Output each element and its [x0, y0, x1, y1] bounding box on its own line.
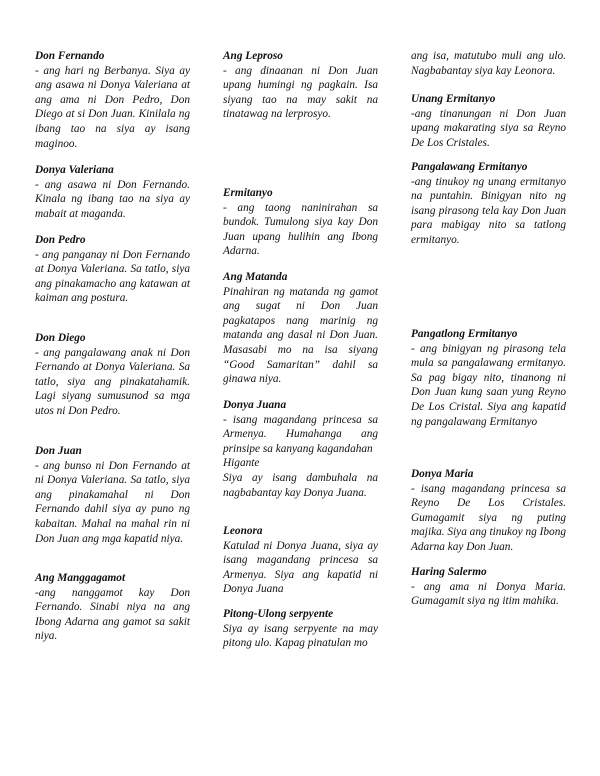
entry-name: Donya Juana — [223, 399, 287, 411]
entry-text: Siya ay isang serpyente na may pitong ulo. Kapag pinatulan mo — [223, 622, 378, 650]
entry-don-fernando — [35, 49, 190, 151]
entry-name: Ang Matanda — [223, 271, 288, 283]
entry-don-pedro — [35, 233, 190, 306]
entry-name: Don Pedro — [35, 234, 86, 246]
entry-name: Don Diego — [35, 332, 86, 344]
entry-pitong-ulong-serpyente — [223, 607, 378, 651]
entry-text: - ang taong naninirahan sa bundok. Tumulong siya kay Don Juan upang hulihin ang Ibong Adarna. — [223, 201, 378, 258]
entry-text: - ang dinaanan ni Don Juan upang humingi ng pagkain. Isa siyang tao na may sakit na tinatawag na lerprosyo. — [223, 64, 378, 121]
entry-ang-leproso — [223, 49, 378, 122]
entry-text: -ang tinanungan ni Don Juan upang makarating siya sa Reyno De Los Cristales. — [411, 107, 566, 149]
entry-text: - ang bunso ni Don Fernando at ni Donya Valeriana. Sa tatlo, siya ang pinakamahal ni Don Fernando dahil siya ay puno ng kabaitan. Mahal na mahal rin ni Don Juan ang mga kapatid niya. — [35, 459, 190, 545]
entry-donya-juana — [223, 398, 378, 500]
entry-leonora — [223, 524, 378, 597]
entry-text: - ang asawa ni Don Fernando. Kinala ng ibang tao na siya ay mabait at maganda. — [35, 178, 190, 220]
entry-text: Pinahiran ng matanda ng gamot ang sugat ni Don Juan pagkatapos nang marinig ng matanda ang dasal ni Don Juan. Masasabi mo na isa siyang “Good Samaritan” dahil sa ginawa niya. — [223, 285, 378, 386]
entry-name: Donya Maria — [411, 468, 474, 480]
entry-text: - ang ama ni Donya Maria. Gumagamit siya ng itim mahika. — [411, 580, 566, 608]
entry-donya-maria — [411, 467, 566, 555]
entry-name: Pitong-Ulong serpyente — [223, 608, 334, 620]
entry-text: Katulad ni Donya Juana, siya ay isang magandang princesa sa Armenya. Siya ang kapatid ni Donya Juana — [223, 539, 378, 596]
entry-don-juan — [35, 444, 190, 546]
entry-text: -ang nanggamot kay Don Fernando. Sinabi niya na ang Ibong Adarna ang gamot sa sakit niya. — [35, 586, 190, 643]
entry-name: Ang Manggagamot — [35, 572, 126, 584]
entry-text: ang isa, matutubo muli ang ulo. Nagbabantay siya kay Leonora. — [411, 50, 566, 77]
entry-ang-manggagamot — [35, 571, 190, 644]
entry-text: - ang hari ng Berbanya. Siya ay ang asawa ni Donya Valeriana at ang ama ni Don Pedro, Don Diego at si Don Juan. Kinilala ng ibang tao na siya ay isang maginoo. — [35, 64, 190, 150]
entry-ang-matanda — [223, 270, 378, 387]
entry-unang-ermitanyo — [411, 92, 566, 150]
entry-pangatlong-ermitanyo — [411, 327, 566, 429]
entry-text: - isang magandang princesa sa Armenya. Humahanga ang prinsipe sa kanyang kagandahan — [223, 413, 378, 455]
entry-name: Leonora — [223, 525, 263, 537]
entry-text: - ang panganay ni Don Fernando at Donya Valeriana. Sa tatlo, siya ang pinakamacho ang katawan at kaiman ang postura. — [35, 248, 190, 305]
entry-text: - ang pangalawang anak ni Don Fernando at Donya Valeriana. Sa tatlo, siya ang pinakatahamik. Lagi siyang sumusunod sa mga utos ni Don Pedro. — [35, 346, 190, 417]
entry-name: Don Fernando — [35, 50, 105, 62]
entry-name: Unang Ermitanyo — [411, 93, 496, 105]
entry-name: Haring Salermo — [411, 566, 487, 578]
entry-name: Donya Valeriana — [35, 164, 114, 176]
entry-name: Pangalawang Ermitanyo — [411, 161, 528, 173]
entry-text: - isang magandang princesa sa Reyno De Los Cristales. Gumagamit siya ng puting majika. Siya ang tinukoy ng Ibong Adarna kay Don Juan. — [411, 482, 566, 553]
entry-subtext: Siya ay isang dambuhala na nagbabantay kay Donya Juana. — [223, 471, 378, 499]
entry-don-diego — [35, 331, 190, 419]
entry-donya-valeriana — [35, 163, 190, 221]
entry-ermitanyo — [223, 186, 378, 259]
entry-text: -ang tinukoy ng unang ermitanyo na puntahin. Binigyan nito ng isang pirasong tela kay Don Juan para mabigay nito sa tatlong ermitanyo. — [411, 175, 566, 246]
entry-haring-salermo — [411, 565, 566, 609]
entry-pangalawang-ermitanyo — [411, 160, 566, 248]
entry-name: Ang Leproso — [223, 50, 283, 62]
entry-name: Pangatlong Ermitanyo — [411, 328, 518, 340]
entry-name: Ermitanyo — [223, 187, 273, 199]
entry-name: Don Juan — [35, 445, 82, 457]
entry-subname: Higante — [223, 457, 260, 470]
entry-continuation — [411, 49, 566, 78]
entry-text: - ang binigyan ng pirasong tela mula sa pangalawang ermitanyo. Sa pag bigay nito, tinanong ni Don Juan kung saan yung Reyno De Los Cristal. Siya ang kapatid ng pangalawang Ermitanyo — [411, 342, 566, 428]
